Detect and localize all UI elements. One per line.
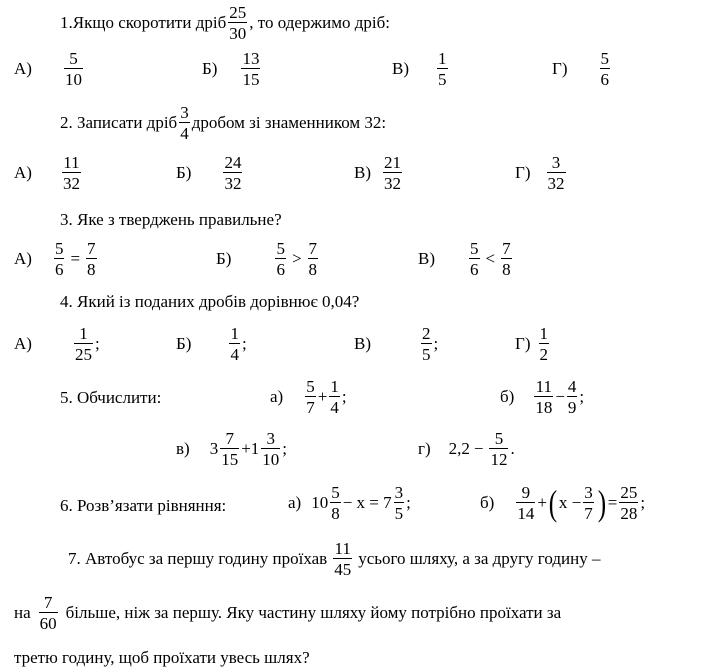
q5-item-c — [176, 430, 287, 468]
q2-opts-0-l: А) — [14, 163, 32, 182]
q5-b-op: − — [555, 387, 565, 406]
q7-line-3: третю годину, щоб проїхати увесь шлях? — [14, 648, 310, 667]
q4-opts-0-n: 1 — [79, 324, 88, 343]
parenthesis: ) — [597, 483, 606, 523]
q1-fraction — [228, 4, 247, 42]
q5-a-d2: 4 — [330, 398, 339, 417]
fraction — [583, 484, 594, 522]
q2-opts-0-d: 32 — [62, 174, 80, 193]
q4-opts-2-d: 5 — [422, 345, 431, 364]
q5-c-l: в) — [176, 439, 190, 458]
q3-opts-2-d2: 8 — [502, 260, 511, 279]
q5-d-w1: 2,2 — [448, 439, 470, 458]
q5-item-d — [418, 430, 515, 468]
fraction — [547, 154, 566, 192]
q7-d1: 45 — [334, 560, 352, 579]
fraction — [394, 484, 405, 522]
q1-text_b: , то одержимо дріб: — [249, 13, 390, 32]
q2-opts-2-n: 21 — [384, 153, 401, 172]
parenthesis: ( — [548, 483, 558, 523]
q5-b-n1: 11 — [535, 377, 552, 396]
q3-opts-0-l: А) — [14, 249, 32, 268]
q2-opts-1-n: 24 — [224, 153, 242, 172]
q2-opts-3-d: 32 — [547, 174, 565, 193]
q3-opts-2-l: В) — [418, 249, 435, 268]
q6-statement: 6. Розв’язати рівняння: — [60, 496, 227, 515]
q4-opts-2-n: 2 — [422, 324, 431, 343]
q5-a-n2: 1 — [330, 377, 339, 396]
fraction — [64, 50, 83, 88]
q1-opts-0-l: А) — [14, 59, 32, 78]
q1-frac_num: 25 — [229, 3, 247, 22]
q6-b-x: x − — [558, 493, 582, 512]
fraction — [223, 154, 242, 192]
q2-option-a[interactable] — [14, 154, 83, 192]
fraction — [469, 240, 480, 278]
q1-opts-1-n: 13 — [242, 49, 260, 68]
q4-opts-3-d: 2 — [539, 345, 548, 364]
q5-c-s: ; — [282, 439, 288, 458]
fraction — [54, 240, 65, 278]
q3-opts-2-n1: 5 — [470, 239, 479, 258]
fraction — [437, 50, 448, 88]
q1-text_a: 1.Якщо скоротити дріб — [60, 13, 227, 32]
q4-opts-0-l: А) — [14, 334, 32, 353]
q6-equation-a — [288, 484, 411, 522]
q6-b-op: + — [537, 493, 547, 512]
q6-b-eq: = — [607, 493, 618, 512]
q5-d-n2: 5 — [494, 429, 504, 448]
q1-opts-2-d: 5 — [438, 70, 447, 89]
q5-d-op: − — [473, 439, 484, 458]
q5-c-n1: 7 — [225, 429, 234, 448]
fraction — [333, 540, 352, 578]
q4-opts-1-s: ; — [241, 334, 247, 353]
fraction — [74, 325, 93, 363]
q6-a-d1: 8 — [331, 504, 340, 523]
q1-opts-2-l: В) — [392, 59, 409, 78]
q3-opts-0-n1: 5 — [54, 239, 64, 258]
q4-opts-1-n: 1 — [230, 324, 239, 343]
q3-opts-2-d1: 6 — [470, 260, 479, 279]
fraction — [275, 240, 286, 278]
q6-b-d3: 28 — [620, 504, 638, 523]
fraction — [501, 240, 512, 278]
q1-option-b[interactable] — [202, 50, 262, 88]
q3-option-a[interactable] — [14, 240, 99, 278]
q4-opts-1-l: Б) — [176, 334, 192, 353]
q4-option-c[interactable] — [354, 325, 438, 363]
q6-equation-b — [480, 484, 645, 522]
fraction — [241, 50, 260, 88]
q5-c-w1: 3 — [209, 439, 219, 458]
q5-c-d2: 10 — [262, 450, 280, 469]
q2-text_b: дробом зі знаменником 32: — [191, 113, 387, 132]
q4-opts-0-s: ; — [94, 334, 100, 353]
q2-opts-3-l: Г) — [515, 163, 531, 182]
q2-opts-1-l: Б) — [176, 163, 192, 182]
q1-opts-2-n: 1 — [438, 49, 447, 68]
q5-d-l: г) — [418, 439, 431, 458]
q6-a-mid: − x = 7 — [342, 493, 392, 512]
q4-option-b[interactable] — [176, 325, 247, 363]
fraction — [329, 378, 340, 416]
q2-opts-0-n: 11 — [63, 153, 80, 172]
q7-d2: 60 — [39, 614, 57, 633]
q5-b-l: б) — [500, 387, 515, 406]
q5-c-w2: 1 — [250, 439, 260, 458]
q2-opts-2-l: В) — [354, 163, 371, 182]
q4-opts-3-n: 1 — [539, 324, 548, 343]
q5-c-op: + — [241, 439, 251, 458]
q6-a-n2: 3 — [394, 483, 404, 502]
fraction — [330, 484, 341, 522]
q5-a-n1: 5 — [306, 377, 315, 396]
fraction — [229, 325, 240, 363]
q5-d-s: . — [510, 439, 515, 458]
fraction — [600, 50, 611, 88]
q6-b-s: ; — [640, 493, 646, 512]
q3-option-c[interactable] — [418, 240, 514, 278]
q1-opts-3-n: 5 — [600, 49, 609, 68]
q4-statement: 4. Який із поданих дробів дорівнює 0,04? — [60, 292, 360, 311]
q1-frac_den: 30 — [229, 24, 247, 43]
q5-item-b — [500, 378, 584, 416]
q5-c-n2: 3 — [266, 429, 276, 448]
q6-b-d1: 14 — [517, 504, 535, 523]
q2-opts-3-n: 3 — [551, 153, 561, 172]
q7-line-2 — [14, 594, 561, 632]
fraction — [308, 240, 319, 278]
q7-n1: 11 — [334, 539, 351, 558]
q6-a-n1: 5 — [331, 483, 340, 502]
fraction — [534, 378, 553, 416]
q1-opts-1-d: 15 — [242, 70, 260, 89]
q2-statement — [60, 104, 386, 142]
q5-a-l: а) — [270, 387, 284, 406]
fraction — [539, 325, 550, 363]
q3-opts-1-op: > — [291, 249, 302, 268]
q5-b-s: ; — [579, 387, 585, 406]
q5-d-d2: 12 — [490, 450, 508, 469]
q6-a-l: а) — [288, 493, 302, 512]
q6-a-d2: 5 — [394, 504, 404, 523]
q4-opts-0-d: 25 — [74, 345, 92, 364]
q2-opts-2-d: 32 — [384, 174, 401, 193]
q3-opts-1-d2: 8 — [308, 260, 318, 279]
fraction — [421, 325, 432, 363]
q3-opts-2-n2: 7 — [502, 239, 511, 258]
q1-opts-1-l: Б) — [202, 59, 218, 78]
q3-opts-1-d1: 6 — [276, 260, 285, 279]
q5-a-s: ; — [341, 387, 347, 406]
q6-b-l: б) — [480, 493, 495, 512]
q5-b-d1: 18 — [535, 398, 553, 417]
q5-c-d1: 15 — [221, 450, 239, 469]
q7-line-1 — [68, 540, 600, 578]
q1-opts-3-d: 6 — [600, 70, 609, 89]
q4-opts-2-l: В) — [354, 334, 371, 353]
fraction — [86, 240, 97, 278]
q2-text_a: 2. Записати дріб — [60, 113, 178, 132]
q3-opts-0-d2: 8 — [87, 260, 96, 279]
q1-option-a[interactable] — [14, 50, 85, 88]
q2-option-d[interactable] — [515, 154, 568, 192]
q1-option-d[interactable] — [552, 50, 612, 88]
q4-option-d[interactable] — [515, 325, 551, 363]
q3-statement: 3. Яке з тверджень правильне? — [60, 210, 282, 229]
q5-a-op: + — [317, 387, 328, 406]
fraction — [383, 154, 402, 192]
fraction — [489, 430, 508, 468]
q7-n2: 7 — [43, 593, 53, 612]
fraction — [220, 430, 239, 468]
q6-b-d2: 7 — [584, 504, 593, 523]
q5-a-d1: 7 — [306, 398, 315, 417]
q1-statement — [60, 4, 390, 42]
q4-opts-1-d: 4 — [230, 345, 239, 364]
q3-option-b[interactable] — [216, 240, 320, 278]
q7-text_a: 7. Автобус за першу годину проїхав — [68, 549, 328, 568]
q2-option-c[interactable] — [354, 154, 404, 192]
q6-b-n2: 3 — [584, 483, 593, 502]
q3-opts-1-n1: 5 — [276, 239, 285, 258]
q2-frac_num: 3 — [180, 103, 189, 122]
q3-opts-0-d1: 6 — [54, 260, 64, 279]
q2-opts-1-d: 32 — [224, 174, 242, 193]
q4-opts-3-l: Г) — [515, 334, 531, 353]
fraction — [305, 378, 316, 416]
q3-opts-0-op: = — [70, 249, 81, 268]
q5-b-d2: 9 — [567, 398, 577, 417]
q3-opts-0-n2: 7 — [87, 239, 96, 258]
q4-option-a[interactable] — [14, 325, 100, 363]
fraction — [62, 154, 81, 192]
q3-opts-1-l: Б) — [216, 249, 232, 268]
q2-option-b[interactable] — [176, 154, 244, 192]
q4-opts-2-s: ; — [433, 334, 439, 353]
q1-opts-0-d: 10 — [64, 70, 82, 89]
q1-opts-0-n: 5 — [69, 49, 78, 68]
q6-a-s: ; — [406, 493, 411, 512]
fraction — [567, 378, 578, 416]
q1-option-c[interactable] — [392, 50, 450, 88]
q5-item-a — [270, 378, 347, 416]
q1-opts-3-l: Г) — [552, 59, 568, 78]
fraction — [619, 484, 638, 522]
q7-text_d: більше, ніж за першу. Яку частину шляху йому потрібно проїхати за — [65, 603, 562, 622]
q5-b-n2: 4 — [567, 377, 577, 396]
q5-statement: 5. Обчислити: — [60, 388, 162, 407]
fraction — [261, 430, 280, 468]
q2-frac_den: 4 — [180, 124, 189, 143]
q6-b-n1: 9 — [521, 483, 531, 502]
q6-b-n3: 25 — [620, 483, 638, 502]
q7-text_b: усього шляху, а за другу годину – — [358, 549, 601, 568]
q6-a-w1: 10 — [311, 493, 329, 512]
fraction — [179, 104, 190, 142]
fraction — [39, 594, 58, 632]
q3-opts-1-n2: 7 — [308, 239, 318, 258]
q3-opts-2-op: < — [485, 249, 496, 268]
fraction — [516, 484, 535, 522]
q7-text_c: на — [14, 603, 31, 622]
